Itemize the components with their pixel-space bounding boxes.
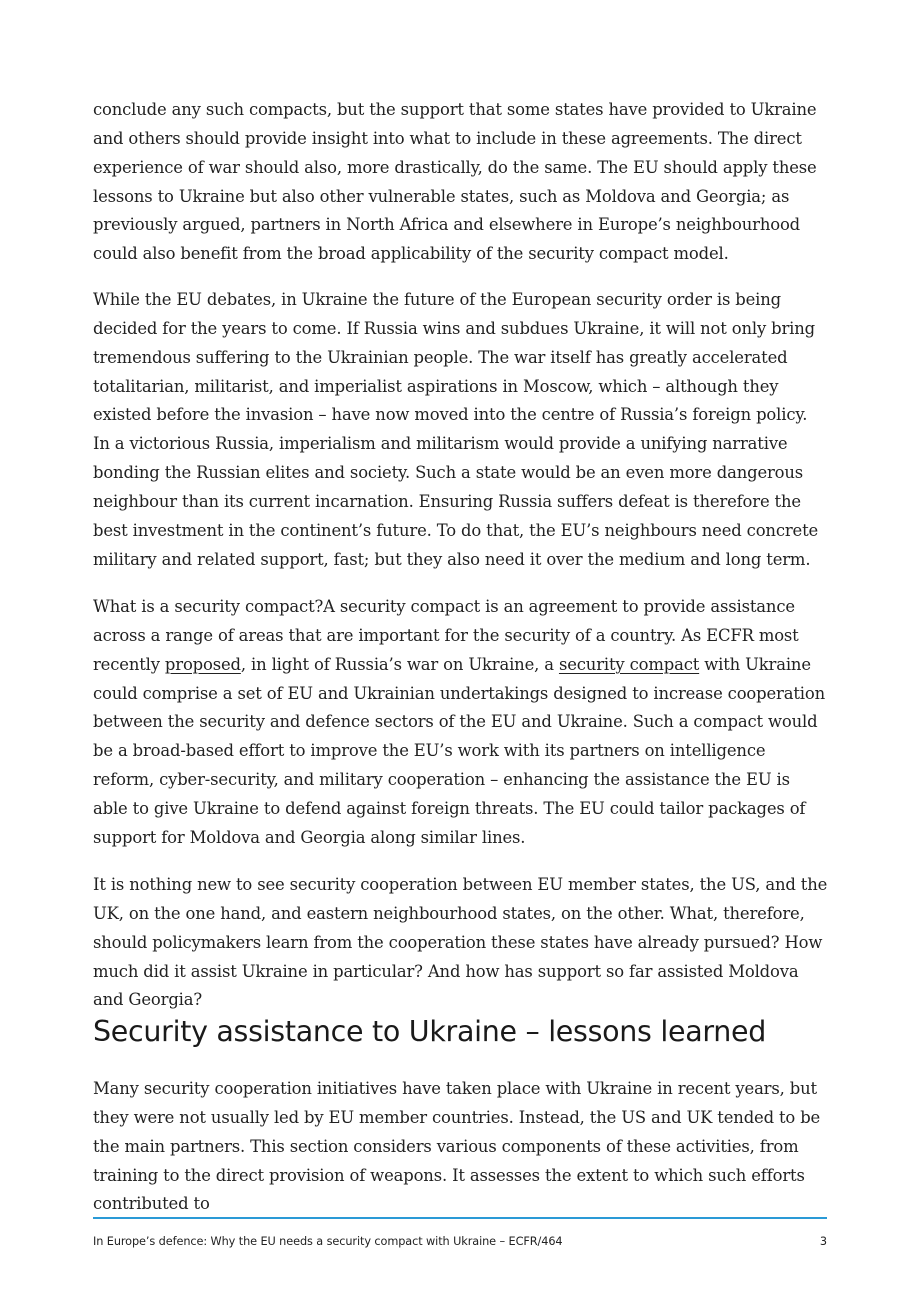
paragraph-3-text-2: , in light of Russia’s war on Ukraine, a bbox=[240, 654, 559, 674]
security-compact-link[interactable]: security compact bbox=[558, 654, 700, 674]
section-heading: Security assistance to Ukraine – lessons learned bbox=[93, 1015, 767, 1048]
paragraph-2: While the EU debates, in Ukraine the future of the European security order is being decided for the years to come. If Russia wins and subdues Ukraine, it will not only bring tremendous suffering to the Ukrainian people. The war itself has greatly accelerated totalitarian, militarist, and imperialist aspirations in Moscow, which – although they existed before the invasion – have now moved into the centre of Russia’s foreign policy. In a victorious Russia, imperialism and militarism would provide a unifying narrative bonding the Russian elites and society. Such a state would be an even more dangerous neighbour than its current incarnation. Ensuring Russia suffers defeat is therefore the best investment in the continent’s future. To do that, the EU’s neighbours need concrete military and related support, fast; but they also need it over the medium and long term. bbox=[93, 290, 819, 569]
paragraph-3 bbox=[93, 593, 828, 853]
footer-divider bbox=[93, 1217, 827, 1219]
paragraph-5: Many security cooperation initiatives have taken place with Ukraine in recent years, but they were not usually led by EU member countries. Instead, the US and UK tended to be the main partners. This section considers various components of these activities, from training to the direct provision of weapons. It assesses the extent to which such efforts contributed to bbox=[93, 1079, 821, 1214]
paragraph-4: It is nothing new to see security cooperation between EU member states, the US, and the UK, on the one hand, and eastern neighbourhood states, on the other. What, therefore, should policymakers learn from the cooperation these states have already pursued? How much did it assist Ukraine in particular? And how has support so far assisted Moldova and Georgia? bbox=[93, 875, 828, 1010]
proposed-link[interactable]: proposed bbox=[164, 654, 241, 674]
paragraph-3-text-3: with Ukraine could comprise a set of EU and Ukrainian undertakings designed to increase cooperation between the security and defence sectors of the EU and Ukraine. Such a compact would be a broad-based effort to improve the EU’s work with its partners on intelligence reform, cyber-security, and military cooperation – enhancing the assistance the EU is able to give Ukraine to defend against foreign threats. The EU could tailor packages of support for Moldova and Georgia along similar lines. bbox=[93, 654, 825, 847]
footer-title: In Europe’s defence: Why the EU needs a security compact with Ukraine – ECFR/464 bbox=[93, 1235, 563, 1248]
page-number: 3 bbox=[819, 1235, 827, 1248]
paragraph-1: conclude any such compacts, but the support that some states have provided to Ukraine and others should provide insight into what to include in these agreements. The direct experience of war should also, more drastically, do the same. The EU should apply these lessons to Ukraine but also other vulnerable states, such as Moldova and Georgia; as previously argued, partners in North Africa and elsewhere in Europe’s neighbourhood could also benefit from the broad applicability of the security compact model. bbox=[93, 100, 817, 264]
paragraph-3-text-1: What is a security compact?A security compact is an agreement to provide assistance across a range of areas that are important for the security of a country. As ECFR most recently bbox=[93, 597, 799, 674]
